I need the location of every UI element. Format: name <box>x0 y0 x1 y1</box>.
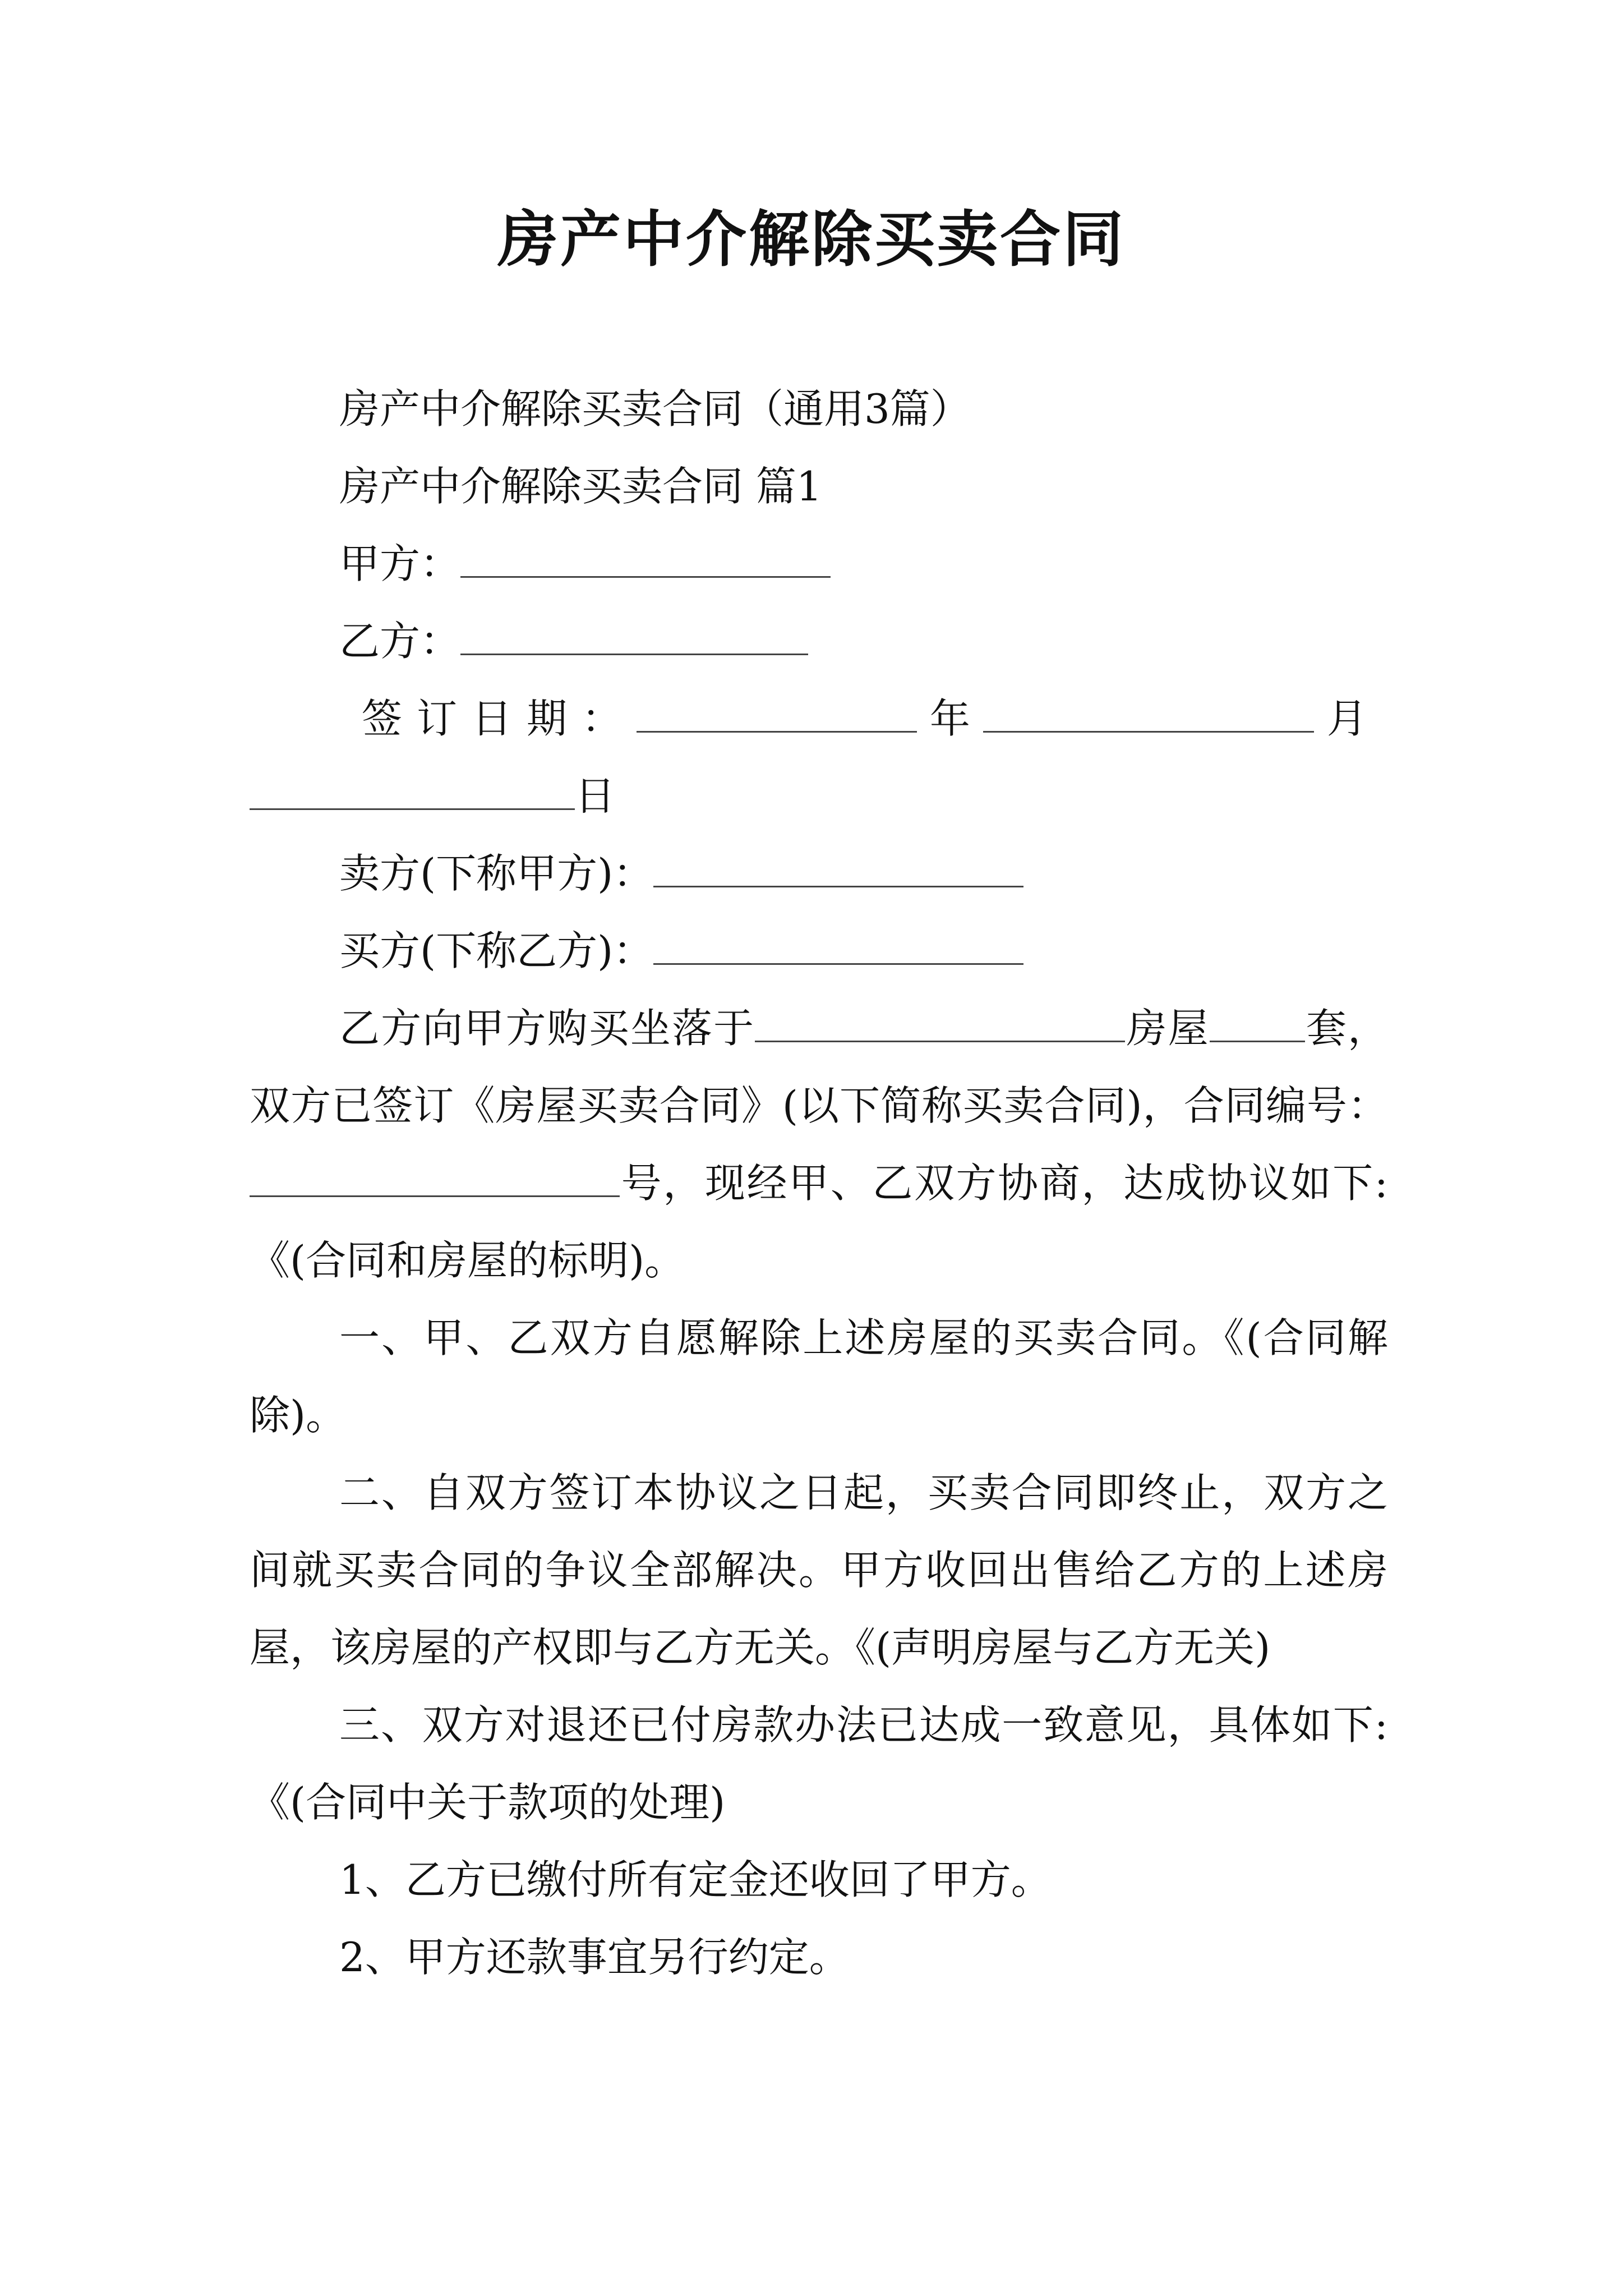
day-label: 日 <box>575 772 616 820</box>
date-label: 签订日期： <box>362 695 637 742</box>
seller-blank <box>653 852 1023 887</box>
party-a-blank <box>460 542 831 578</box>
buyer-line <box>250 912 1388 990</box>
chapter-heading: 房产中介解除买卖合同 篇1 <box>339 463 822 510</box>
sub-item-2: 2、甲方还款事宜另行约定。 <box>339 1934 850 1981</box>
party-a-line <box>250 525 1388 602</box>
paragraph-purchase <box>250 990 1388 1299</box>
party-b-label: 乙方： <box>339 618 461 665</box>
item-1: 一、甲、乙双方自愿解除上述房屋的买卖合同。《(合同解除)。 <box>250 1314 1388 1439</box>
document-title: 房产中介解除买卖合同 <box>497 205 1126 275</box>
date-line <box>250 680 1388 757</box>
purchase-text-a: 乙方向甲方购买坐落于 <box>339 1005 755 1052</box>
party-b-blank <box>460 620 808 655</box>
month-blank <box>983 697 1314 733</box>
party-b-line <box>250 602 1388 680</box>
seller-label: 卖方(下称甲方)： <box>339 850 654 897</box>
buyer-label: 买方(下称乙方)： <box>339 927 654 974</box>
day-blank <box>250 775 575 810</box>
seller-line <box>250 835 1388 912</box>
purchase-text-d: 号，现经甲、乙双方协商，达成协议如下:《(合同和房屋的标明)。 <box>250 1159 1388 1284</box>
subtitle: 房产中介解除买卖合同（通用3篇） <box>339 385 971 432</box>
buyer-blank <box>653 930 1023 965</box>
item-3: 三、双方对退还已付房款办法已达成一致意见，具体如下:《(合同中关于款项的处理) <box>250 1701 1388 1826</box>
location-blank <box>755 1007 1125 1042</box>
sub-item-1: 1、乙方已缴付所有定金还收回了甲方。 <box>339 1856 1052 1903</box>
document-body <box>250 370 1388 1996</box>
month-label: 月 <box>1326 695 1367 742</box>
purchase-text-c: 套，双方已签订《房屋买卖合同》(以下简称买卖合同)，合同编号： <box>250 1005 1388 1129</box>
year-blank <box>637 697 917 733</box>
count-blank <box>1210 1007 1305 1042</box>
year-label: 年 <box>929 695 970 742</box>
purchase-text-b: 房屋 <box>1125 1005 1210 1052</box>
party-a-label: 甲方： <box>339 540 461 587</box>
day-line <box>250 757 1388 835</box>
contract-number-blank <box>250 1162 620 1197</box>
item-2: 二、自双方签订本协议之日起，买卖合同即终止，双方之间就买卖合同的争议全部解决。甲方收回出售给乙方的上述房屋，该房屋的产权即与乙方无关。《(声明房屋与乙方无关) <box>250 1469 1388 1671</box>
